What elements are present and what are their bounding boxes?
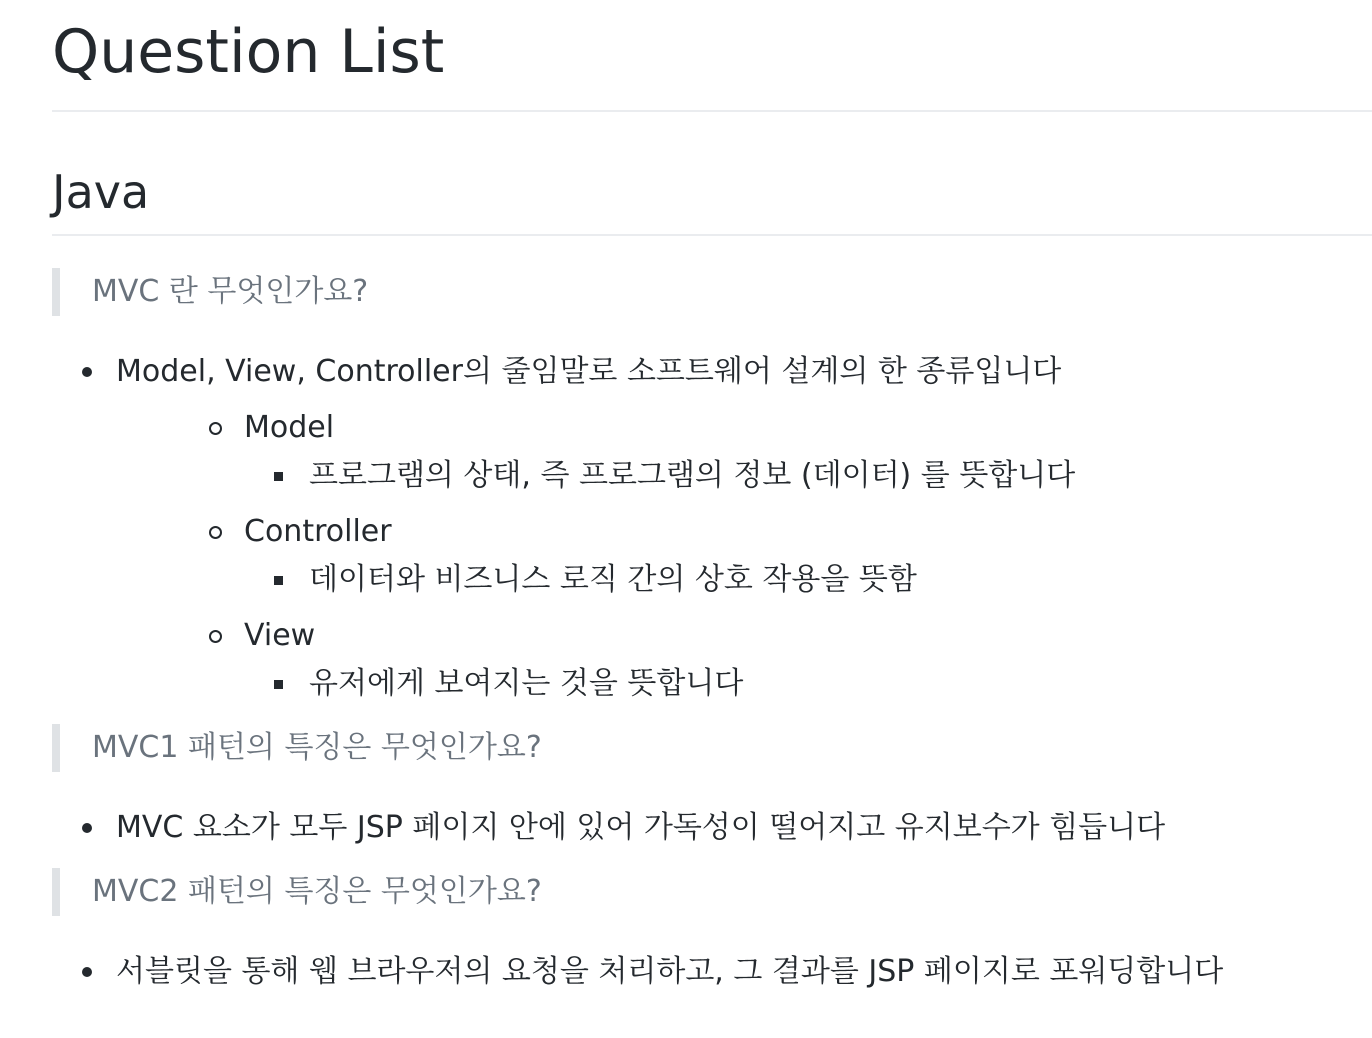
item-label: Model xyxy=(244,410,335,445)
circle-bullet-icon xyxy=(209,422,222,435)
answer-list-mvc xyxy=(52,348,1372,708)
question-mvc: MVC 란 무엇인가요? xyxy=(52,268,1372,316)
disc-bullet-icon xyxy=(82,367,92,377)
square-bullet-icon xyxy=(274,680,283,689)
section-heading-java: Java xyxy=(52,162,1372,236)
item-label: View xyxy=(244,618,316,653)
question-mvc2: MVC2 패턴의 특징은 무엇인가요? xyxy=(52,868,1372,916)
answer-text: 서블릿을 통해 웹 브라우저의 요청을 처리하고, 그 결과를 JSP 페이지로 포워딩합니다 xyxy=(116,954,1224,989)
list-item-model-detail xyxy=(116,452,1372,500)
answer-list-mvc2 xyxy=(52,948,1372,996)
square-bullet-icon xyxy=(274,576,283,585)
list-item-controller-detail xyxy=(116,556,1372,604)
square-bullet-icon xyxy=(274,472,283,481)
list-item xyxy=(52,804,1372,852)
circle-bullet-icon xyxy=(209,526,222,539)
answer-list-mvc1 xyxy=(52,804,1372,852)
list-item-view-detail xyxy=(116,660,1372,708)
disc-bullet-icon xyxy=(82,823,92,833)
sub-list xyxy=(116,404,1372,708)
list-item-controller xyxy=(116,508,1372,556)
disc-bullet-icon xyxy=(82,967,92,977)
item-detail: 프로그램의 상태, 즉 프로그램의 정보 (데이터) 를 뜻합니다 xyxy=(309,458,1076,493)
item-detail: 데이터와 비즈니스 로직 간의 상호 작용을 뜻함 xyxy=(309,562,917,597)
answer-text: Model, View, Controller의 줄임말로 소프트웨어 설계의 한 종류입니다 xyxy=(116,354,1062,389)
list-item-view xyxy=(116,612,1372,660)
answer-text: MVC 요소가 모두 JSP 페이지 안에 있어 가독성이 떨어지고 유지보수가 힘듭니다 xyxy=(116,810,1166,845)
list-item xyxy=(52,348,1372,708)
item-label: Controller xyxy=(244,514,392,549)
list-item-model xyxy=(116,404,1372,452)
question-mvc1: MVC1 패턴의 특징은 무엇인가요? xyxy=(52,724,1372,772)
item-detail: 유저에게 보여지는 것을 뜻합니다 xyxy=(309,666,744,701)
circle-bullet-icon xyxy=(209,630,222,643)
list-item xyxy=(52,948,1372,996)
page-title: Question List xyxy=(52,0,1372,112)
